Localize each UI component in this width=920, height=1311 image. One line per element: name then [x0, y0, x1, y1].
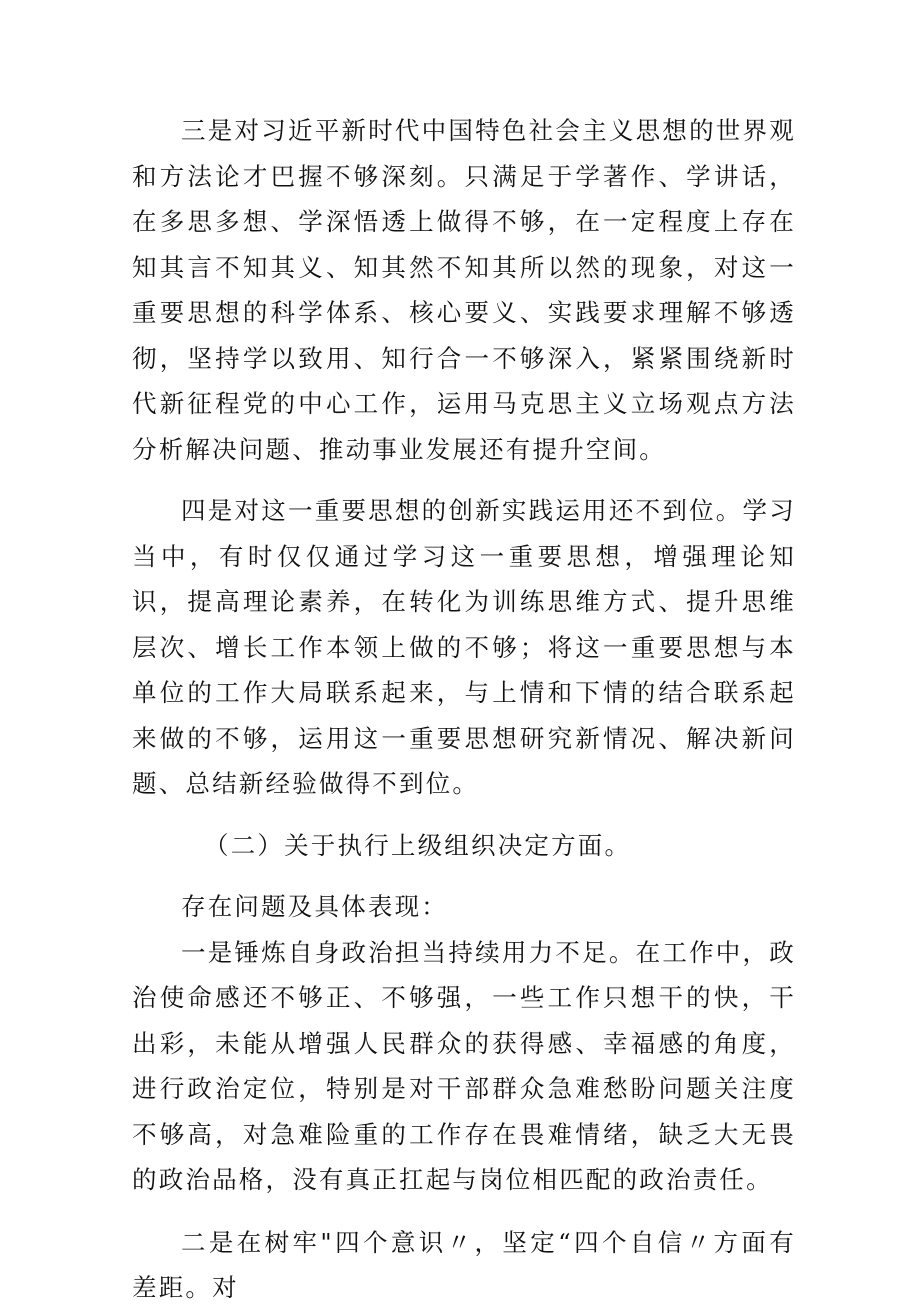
document-page [132, 108, 796, 1311]
paragraph-study-depth: 三是对习近平新时代中国特色社会主义思想的世界观和方法论才巴握不够深刻。只满足于学著作、学讲话，在多思多想、学深悟透上做得不够，在一定程度上存在知其言不知其义、知其然不知其所以然的现象，对这一重要思想的科学体系、核心要义、实践要求理解不够透彻，坚持学以致用、知行合一不够深入，紧紧围绕新时代新征程党的中心工作，运用马克思主义立场观点方法分析解决问题、推动事业发展还有提升空间。 [132, 116, 796, 464]
paragraph-innovation-practice: 四是对这一重要思想的创新实践运用还不到位。学习当中，有时仅仅通过学习这一重要思想，增强理论知识，提高理论素养，在转化为训练思维方式、提升思维层次、增长工作本领上做的不够；将这一重要思想与本单位的工作大局联系起来，与上情和下情的结合联系起来做的不够，运用这一重要思想研究新情况、解决新问题、总结新经验做得不到位。 [132, 496, 796, 798]
section-heading-organization-decisions: （二）关于执行上级组织决定方面。 [204, 830, 632, 860]
paragraph-problems-intro: 存在问题及具体表现： [181, 892, 448, 921]
paragraph-political-responsibility: 一是锤炼自身政治担当持续用力不足。在工作中，政治使命感还不够正、不够强，一些工作只想干的快，干出彩，未能从增强人民群众的获得感、幸福感的角度，进行政治定位，特别是对干部群众急难愁盼问题关注度不够高，对急难险重的工作存在畏难情绪，缺乏大无畏的政治品格，没有真正扛起与岗位相匹配的政治责任。 [132, 937, 796, 1194]
paragraph-four-consciousness: 二是在树牢"四个意识〃，坚定“四个自信〃方面有差距。对 [132, 1227, 796, 1302]
